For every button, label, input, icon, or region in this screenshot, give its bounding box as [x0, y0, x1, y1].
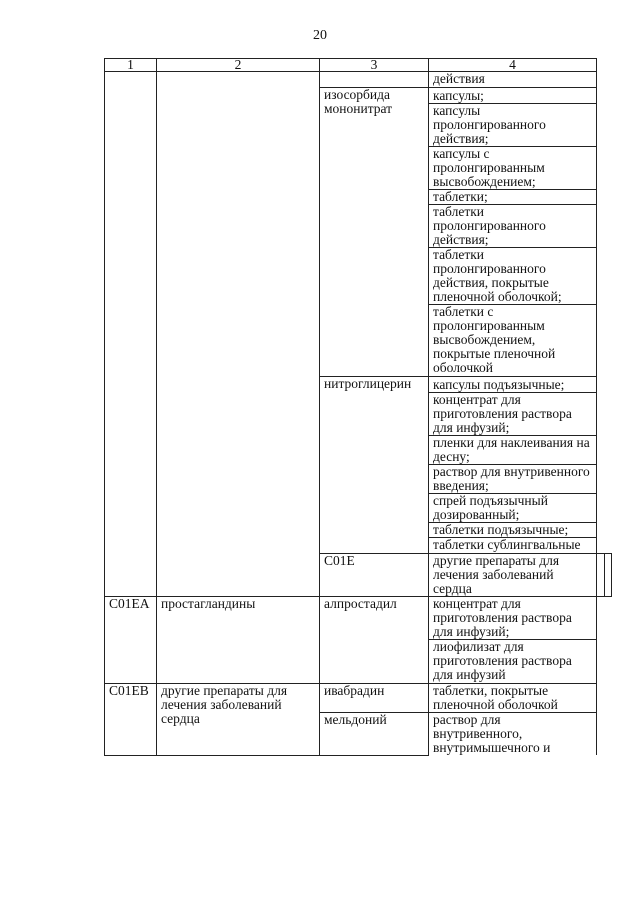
- drug-cell-empty: [597, 554, 605, 597]
- form-cell: таблетки с пролонгированным высвобождением, покрытые пленочной оболочкой: [429, 305, 597, 377]
- form-cell: концентрат для приготовления раствора для инфузий;: [429, 393, 597, 436]
- form-cell: лиофилизат для приготовления раствора для инфузий: [429, 640, 597, 684]
- form-cell: капсулы с пролонгированным высвобождением;: [429, 147, 597, 190]
- group-cell-empty: [157, 72, 320, 597]
- drug-cell-ivabradine: ивабрадин: [320, 684, 429, 713]
- form-cell: капсулы подъязычные;: [429, 377, 597, 393]
- table-row: [105, 597, 612, 640]
- header-col-3: 3: [320, 59, 429, 72]
- form-cell: капсулы;: [429, 88, 597, 104]
- form-cell: таблетки пролонгированного действия;: [429, 205, 597, 248]
- form-cell: спрей подъязычный дозированный;: [429, 494, 597, 523]
- drug-cell-empty: [320, 72, 429, 88]
- table-row: [105, 684, 612, 713]
- table-row: [105, 72, 612, 88]
- form-cell: таблетки сублингвальные: [429, 538, 597, 554]
- form-cell: таблетки пролонгированного действия, покрытые пленочной оболочкой;: [429, 248, 597, 305]
- header-row: [105, 59, 612, 72]
- form-cell: таблетки;: [429, 190, 597, 205]
- drug-cell-isosorbide: изосорбида мононитрат: [320, 88, 429, 377]
- form-cell: раствор для внутривенного, внутримышечного и: [429, 713, 597, 756]
- form-cell: действия: [429, 72, 597, 88]
- code-cell-empty: [105, 72, 157, 597]
- atc-code: C01EA: [105, 597, 157, 684]
- drug-cell-meldonium: мельдоний: [320, 713, 429, 756]
- medicines-table: [104, 58, 612, 756]
- header-col-2: 2: [157, 59, 320, 72]
- form-cell: раствор для внутривенного введения;: [429, 465, 597, 494]
- atc-code: C01E: [320, 554, 429, 597]
- form-cell: пленки для наклеивания на десну;: [429, 436, 597, 465]
- page-number: 20: [313, 28, 327, 43]
- drug-cell-nitroglycerin: нитроглицерин: [320, 377, 429, 554]
- group-name: простагландины: [157, 597, 320, 684]
- form-cell: концентрат для приготовления раствора для инфузий;: [429, 597, 597, 640]
- atc-code: C01EB: [105, 684, 157, 756]
- form-cell: таблетки подъязычные;: [429, 523, 597, 538]
- group-name: другие препараты для лечения заболеваний сердца: [157, 684, 320, 756]
- group-name: другие препараты для лечения заболеваний сердца: [429, 554, 597, 597]
- form-cell: таблетки, покрытые пленочной оболочкой: [429, 684, 597, 713]
- header-col-1: 1: [105, 59, 157, 72]
- drug-cell-alprostadil: алпростадил: [320, 597, 429, 684]
- form-cell-empty: [604, 554, 612, 597]
- form-cell: капсулы пролонгированного действия;: [429, 104, 597, 147]
- header-col-4: 4: [429, 59, 597, 72]
